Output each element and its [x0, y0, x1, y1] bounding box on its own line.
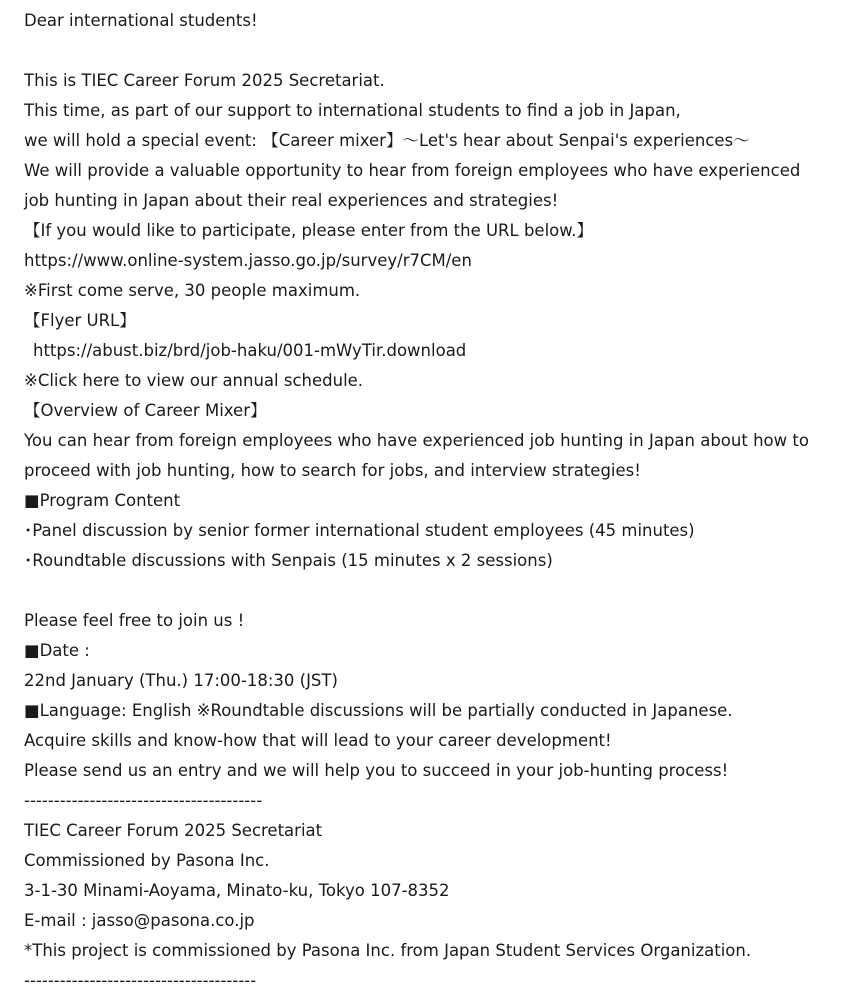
overview-heading: 【Overview of Career Mixer】 — [24, 401, 267, 420]
email-body — [24, 6, 860, 996]
date-value: 22nd January (Thu.) 17:00-18:30 (JST) — [24, 671, 338, 690]
email-link[interactable]: jasso@pasona.co.jp — [91, 911, 255, 930]
program-item: ･Roundtable discussions with Senpais (15 minutes x 2 sessions) — [24, 551, 553, 570]
email-label: E-mail : — [24, 911, 92, 930]
flyer-heading: 【Flyer URL】 — [24, 311, 136, 330]
intro-line: We will provide a valuable opportunity to hear from foreign employees who have experienced — [24, 161, 801, 180]
participate-heading: 【If you would like to participate, please enter from the URL below.】 — [24, 221, 593, 240]
registration-link[interactable]: https://www.online-system.jasso.go.jp/survey/r7CM/en — [24, 251, 472, 270]
program-item: ･Panel discussion by senior former international student employees (45 minutes) — [24, 521, 695, 540]
intro-line: job hunting in Japan about their real experiences and strategies! — [24, 191, 559, 210]
program-heading: ■Program Content — [24, 491, 181, 510]
closing-line: Acquire skills and know-how that will lead to your career development! — [24, 731, 612, 750]
join-invitation: Please feel free to join us ! — [24, 611, 245, 630]
blank-line — [24, 576, 860, 606]
signature-commissioned: Commissioned by Pasona Inc. — [24, 851, 270, 870]
signature-note: *This project is commissioned by Pasona Inc. from Japan Student Services Organization. — [24, 941, 752, 960]
signature-email — [24, 906, 860, 936]
intro-line: we will hold a special event: 【Career mixer】～Let's hear about Senpai's experiences～ — [24, 131, 750, 150]
date-label: ■Date : — [24, 641, 90, 660]
closing-line: Please send us an entry and we will help you to succeed in your job-hunting process! — [24, 761, 729, 780]
separator: --------------------------------------- — [24, 971, 257, 990]
capacity-note: ※First come serve, 30 people maximum. — [24, 281, 361, 300]
language-info: ■Language: English ※Roundtable discussions will be partially conducted in Japanese. — [24, 701, 733, 720]
flyer-link[interactable]: https://abust.biz/brd/job-haku/001-mWyTir.download — [33, 341, 467, 360]
signature-address: 3-1-30 Minami-Aoyama, Minato-ku, Tokyo 107-8352 — [24, 881, 450, 900]
blank-line — [24, 36, 860, 66]
intro-line: This is TIEC Career Forum 2025 Secretariat. — [24, 71, 385, 90]
schedule-link[interactable]: ※Click here to view our annual schedule. — [24, 371, 364, 390]
intro-line: This time, as part of our support to international students to find a job in Japan, — [24, 101, 681, 120]
overview-line: You can hear from foreign employees who have experienced job hunting in Japan about how to — [24, 431, 809, 450]
overview-line: proceed with job hunting, how to search for jobs, and interview strategies! — [24, 461, 641, 480]
greeting: Dear international students! — [24, 11, 258, 30]
signature-org: TIEC Career Forum 2025 Secretariat — [24, 821, 323, 840]
separator: ---------------------------------------- — [24, 791, 263, 810]
